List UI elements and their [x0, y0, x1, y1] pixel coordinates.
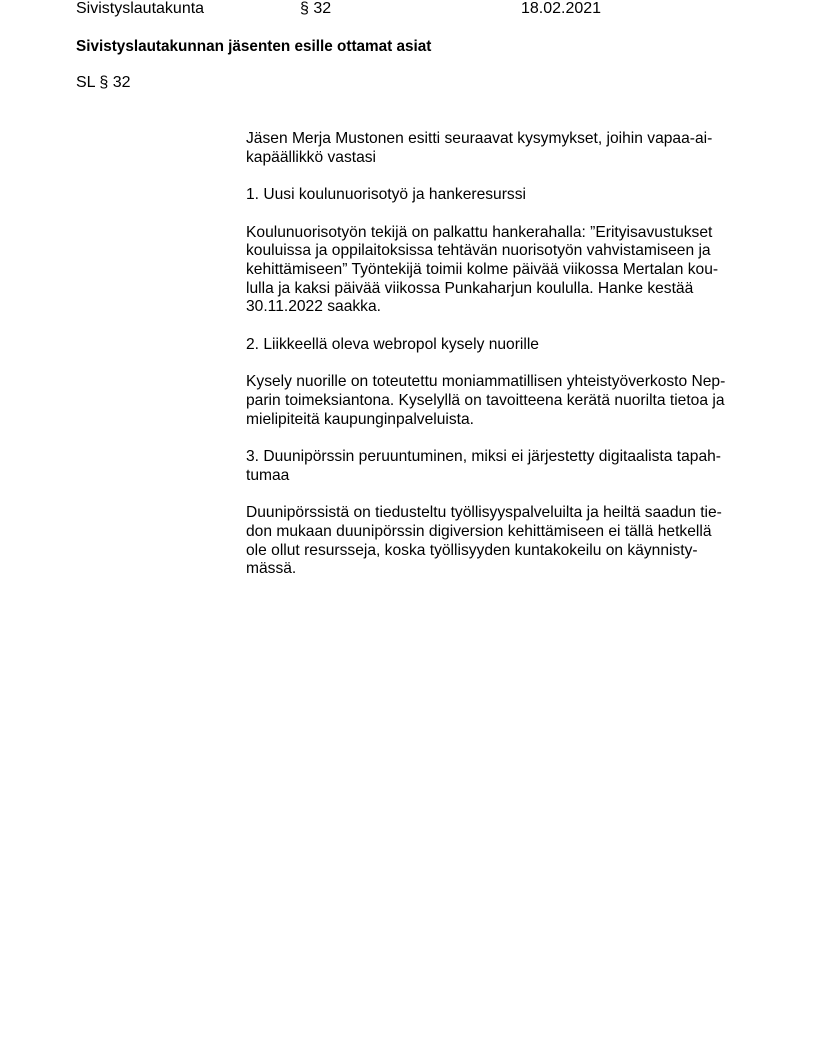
- paragraph-line: 2. Liikkeellä oleva webropol kysely nuorille: [246, 335, 539, 353]
- body-paragraph: [246, 504, 746, 578]
- page-title: Sivistyslautakunnan jäsenten esille ottamat asiat: [76, 38, 432, 55]
- header-organization: Sivistyslautakunta: [76, 0, 205, 17]
- paragraph-line: parin toimeksiantona. Kyselyllä on tavoitteena kerätä nuorilta tietoa ja: [246, 391, 725, 409]
- section-reference: SL § 32: [76, 74, 131, 91]
- paragraph-line: 30.11.2022 saakka.: [246, 298, 381, 316]
- paragraph-line: don mukaan duunipörssin digiversion kehittämiseen ei tällä hetkellä: [246, 522, 712, 540]
- body-paragraph: [246, 130, 746, 167]
- paragraph-line: tumaa: [246, 466, 290, 484]
- header-section: § 32: [300, 0, 332, 17]
- paragraph-line: Duunipörssistä on tiedusteltu työllisyyspalveluilta ja heiltä saadun tie-: [246, 504, 722, 522]
- body-paragraph: [246, 186, 746, 205]
- paragraph-line: mässä.: [246, 560, 297, 578]
- body-paragraph: [246, 336, 746, 355]
- paragraph-line: kapäällikkö vastasi: [246, 148, 377, 166]
- document-header: [0, 0, 816, 19]
- document-body: [246, 130, 746, 598]
- paragraph-line: lulla ja kaksi päivää viikossa Punkaharjun koululla. Hanke kestää: [246, 279, 694, 297]
- paragraph-line: mielipiteitä kaupunginpalveluista.: [246, 410, 474, 428]
- body-paragraph: [246, 373, 746, 429]
- header-date: 18.02.2021: [521, 0, 602, 17]
- paragraph-line: 3. Duunipörssin peruuntuminen, miksi ei järjestetty digitaalista tapah-: [246, 448, 721, 466]
- body-paragraph: [246, 448, 746, 485]
- paragraph-line: Koulunuorisotyön tekijä on palkattu hankerahalla: ”Erityisavustukset: [246, 223, 713, 241]
- paragraph-line: Kysely nuorille on toteutettu moniammatillisen yhteistyöverkosto Nep-: [246, 373, 726, 391]
- body-paragraph: [246, 224, 746, 317]
- paragraph-line: 1. Uusi koulunuorisotyö ja hankeresurssi: [246, 186, 526, 204]
- paragraph-line: kehittämiseen” Työntekijä toimii kolme päivää viikossa Mertalan kou-: [246, 260, 719, 278]
- paragraph-line: Jäsen Merja Mustonen esitti seuraavat kysymykset, joihin vapaa-ai-: [246, 130, 713, 147]
- paragraph-line: kouluissa ja oppilaitoksissa tehtävän nuorisotyön vahvistamiseen ja: [246, 242, 711, 260]
- paragraph-line: ole ollut resursseja, koska työllisyyden kuntakokeilu on käynnisty-: [246, 541, 698, 559]
